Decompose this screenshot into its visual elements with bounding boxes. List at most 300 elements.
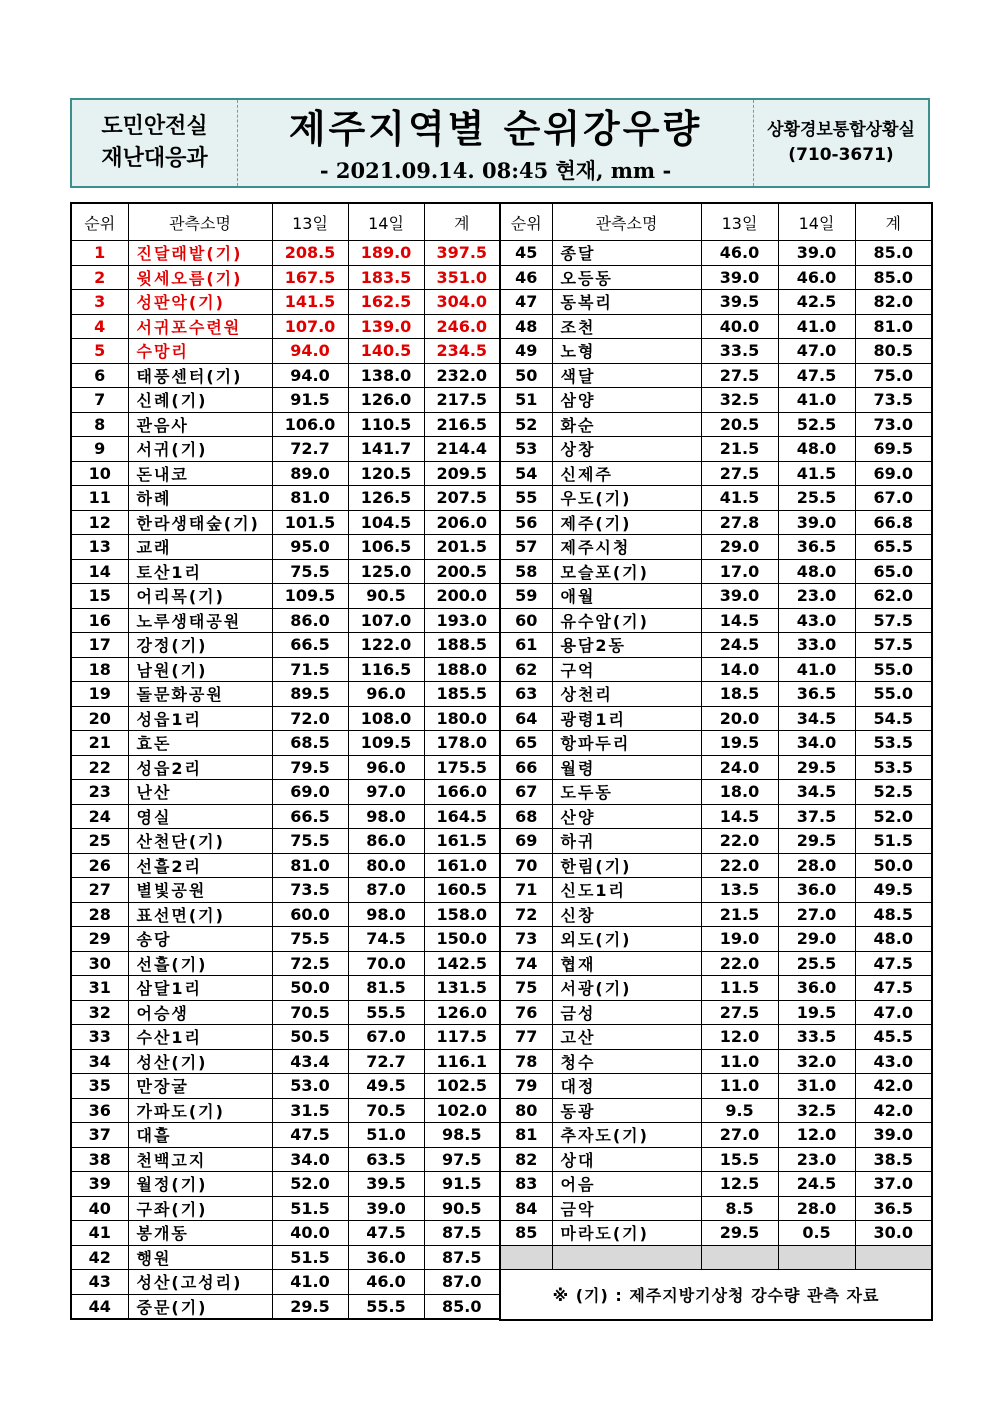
table-row	[71, 510, 500, 535]
total-cell: 185.5	[424, 682, 500, 707]
rank-cell: 41	[71, 1221, 128, 1246]
day13-cell: 69.0	[272, 780, 348, 805]
table-row	[500, 780, 932, 805]
station-cell: 하례	[128, 486, 272, 511]
day13-cell: 66.5	[272, 804, 348, 829]
table-row	[71, 1123, 500, 1148]
table-row	[500, 1196, 932, 1221]
table-row	[71, 314, 500, 339]
rank-cell: 25	[71, 829, 128, 854]
day14-cell: 126.5	[348, 486, 424, 511]
day13-cell: 75.5	[272, 559, 348, 584]
day13-cell: 94.0	[272, 339, 348, 364]
total-cell: 87.5	[424, 1221, 500, 1246]
rank-cell: 28	[71, 902, 128, 927]
rank-cell: 11	[71, 486, 128, 511]
rank-cell: 67	[500, 780, 552, 805]
table-row	[71, 1196, 500, 1221]
total-cell: 188.5	[424, 633, 500, 658]
total-cell: 85.0	[424, 1294, 500, 1319]
day14-cell: 106.5	[348, 535, 424, 560]
station-cell: 만장굴	[128, 1074, 272, 1099]
table-row	[71, 265, 500, 290]
day14-cell: 47.0	[778, 339, 855, 364]
station-cell: 난산	[128, 780, 272, 805]
day13-cell: 72.7	[272, 437, 348, 462]
station-cell: 송당	[128, 927, 272, 952]
table-row	[500, 731, 932, 756]
total-cell: 30.0	[855, 1221, 932, 1246]
day14-cell: 23.0	[778, 584, 855, 609]
total-cell: 55.0	[855, 682, 932, 707]
rank-cell: 20	[71, 706, 128, 731]
day13-cell: 13.5	[701, 878, 778, 903]
day13-cell: 167.5	[272, 265, 348, 290]
total-cell: 82.0	[855, 290, 932, 315]
table-row	[500, 1098, 932, 1123]
rank-cell: 22	[71, 755, 128, 780]
total-cell: 209.5	[424, 461, 500, 486]
table-row	[500, 1074, 932, 1099]
rank-cell: 34	[71, 1049, 128, 1074]
day14-cell: 41.0	[778, 388, 855, 413]
table-row	[71, 804, 500, 829]
day14-cell: 41.0	[778, 657, 855, 682]
day14-cell: 70.5	[348, 1098, 424, 1123]
total-cell: 90.5	[424, 1196, 500, 1221]
rank-cell: 4	[71, 314, 128, 339]
rank-cell: 71	[500, 878, 552, 903]
rank-cell: 16	[71, 608, 128, 633]
rank-cell: 51	[500, 388, 552, 413]
station-cell: 영실	[128, 804, 272, 829]
day14-cell: 47.5	[348, 1221, 424, 1246]
day14-cell: 97.0	[348, 780, 424, 805]
day14-cell: 140.5	[348, 339, 424, 364]
day14-cell: 36.0	[778, 976, 855, 1001]
station-cell: 토산1리	[128, 559, 272, 584]
total-cell: 193.0	[424, 608, 500, 633]
day13-cell: 21.5	[701, 902, 778, 927]
day14-cell: 39.0	[778, 510, 855, 535]
day14-cell: 34.5	[778, 780, 855, 805]
rank-cell: 18	[71, 657, 128, 682]
office-box	[754, 100, 928, 186]
table-row	[71, 388, 500, 413]
station-cell: 수망리	[128, 339, 272, 364]
col-day14: 14일	[778, 203, 855, 241]
table-row	[71, 1172, 500, 1197]
day14-cell: 110.5	[348, 412, 424, 437]
total-cell: 158.0	[424, 902, 500, 927]
rank-cell: 3	[71, 290, 128, 315]
station-cell: 선흘2리	[128, 853, 272, 878]
day13-cell: 208.5	[272, 241, 348, 266]
table-row	[500, 559, 932, 584]
rank-cell: 6	[71, 363, 128, 388]
day14-cell: 126.0	[348, 388, 424, 413]
station-cell: 서귀(기)	[128, 437, 272, 462]
day14-cell: 125.0	[348, 559, 424, 584]
col-day13: 13일	[701, 203, 778, 241]
day14-cell: 162.5	[348, 290, 424, 315]
day13-cell: 73.5	[272, 878, 348, 903]
day13-cell: 20.5	[701, 412, 778, 437]
col-station: 관측소명	[552, 203, 701, 241]
station-cell: 대정	[552, 1074, 701, 1099]
total-cell: 234.5	[424, 339, 500, 364]
table-body-right	[500, 241, 932, 1321]
station-cell: 조천	[552, 314, 701, 339]
day14-cell: 33.0	[778, 633, 855, 658]
day14-cell: 108.0	[348, 706, 424, 731]
table-row	[500, 706, 932, 731]
station-cell: 화순	[552, 412, 701, 437]
rank-cell: 49	[500, 339, 552, 364]
day14-cell: 189.0	[348, 241, 424, 266]
total-cell: 180.0	[424, 706, 500, 731]
station-cell: 서광(기)	[552, 976, 701, 1001]
day14-cell: 139.0	[348, 314, 424, 339]
rank-cell: 63	[500, 682, 552, 707]
day14-cell: 98.0	[348, 902, 424, 927]
table-row	[500, 461, 932, 486]
rank-cell: 35	[71, 1074, 128, 1099]
day13-cell: 53.0	[272, 1074, 348, 1099]
total-cell: 75.0	[855, 363, 932, 388]
day13-cell: 27.5	[701, 1000, 778, 1025]
total-cell: 69.5	[855, 437, 932, 462]
day13-cell: 75.5	[272, 927, 348, 952]
total-cell: 38.5	[855, 1147, 932, 1172]
rank-cell: 73	[500, 927, 552, 952]
day14-cell: 28.0	[778, 853, 855, 878]
day14-cell: 39.0	[778, 241, 855, 266]
rank-cell: 56	[500, 510, 552, 535]
col-day13: 13일	[272, 203, 348, 241]
table-row	[71, 1221, 500, 1246]
total-cell: 351.0	[424, 265, 500, 290]
table-row	[500, 388, 932, 413]
day14-cell: 96.0	[348, 755, 424, 780]
blank-cell	[701, 1245, 778, 1270]
station-cell: 어리목(기)	[128, 584, 272, 609]
table-row	[500, 927, 932, 952]
day14-cell: 34.0	[778, 731, 855, 756]
day13-cell: 27.5	[701, 461, 778, 486]
total-cell: 62.0	[855, 584, 932, 609]
table-row	[500, 339, 932, 364]
table-row	[71, 1270, 500, 1295]
table-row	[71, 363, 500, 388]
col-total: 계	[424, 203, 500, 241]
day13-cell: 29.5	[272, 1294, 348, 1319]
rank-cell: 44	[71, 1294, 128, 1319]
day13-cell: 27.0	[701, 1123, 778, 1148]
day14-cell: 138.0	[348, 363, 424, 388]
table-row	[71, 584, 500, 609]
station-cell: 구억	[552, 657, 701, 682]
day13-cell: 27.5	[701, 363, 778, 388]
day14-cell: 87.0	[348, 878, 424, 903]
table-row	[71, 535, 500, 560]
total-cell: 178.0	[424, 731, 500, 756]
table-row	[71, 780, 500, 805]
station-cell: 상창	[552, 437, 701, 462]
total-cell: 67.0	[855, 486, 932, 511]
total-cell: 65.5	[855, 535, 932, 560]
total-cell: 97.5	[424, 1147, 500, 1172]
rank-cell: 31	[71, 976, 128, 1001]
total-cell: 65.0	[855, 559, 932, 584]
station-cell: 별빛공원	[128, 878, 272, 903]
table-row	[500, 902, 932, 927]
rank-cell: 55	[500, 486, 552, 511]
day14-cell: 96.0	[348, 682, 424, 707]
table-row	[500, 804, 932, 829]
rank-cell: 43	[71, 1270, 128, 1295]
table-row	[71, 755, 500, 780]
station-cell: 성산(기)	[128, 1049, 272, 1074]
total-cell: 36.5	[855, 1196, 932, 1221]
rank-cell: 77	[500, 1025, 552, 1050]
day13-cell: 95.0	[272, 535, 348, 560]
rank-cell: 75	[500, 976, 552, 1001]
day13-cell: 70.5	[272, 1000, 348, 1025]
station-cell: 제주시청	[552, 535, 701, 560]
station-cell: 청수	[552, 1049, 701, 1074]
table-row	[500, 755, 932, 780]
total-cell: 117.5	[424, 1025, 500, 1050]
day14-cell: 46.0	[778, 265, 855, 290]
station-cell: 삼달1리	[128, 976, 272, 1001]
total-cell: 166.0	[424, 780, 500, 805]
rank-cell: 68	[500, 804, 552, 829]
office-phone: (710-3671)	[788, 145, 894, 165]
table-row	[71, 486, 500, 511]
day13-cell: 41.5	[701, 486, 778, 511]
station-cell: 금성	[552, 1000, 701, 1025]
total-cell: 217.5	[424, 388, 500, 413]
day14-cell: 183.5	[348, 265, 424, 290]
day14-cell: 48.0	[778, 559, 855, 584]
total-cell: 216.5	[424, 412, 500, 437]
total-cell: 150.0	[424, 927, 500, 952]
station-cell: 월령	[552, 755, 701, 780]
total-cell: 91.5	[424, 1172, 500, 1197]
table-row	[500, 657, 932, 682]
station-cell: 상대	[552, 1147, 701, 1172]
day14-cell: 107.0	[348, 608, 424, 633]
total-cell: 142.5	[424, 951, 500, 976]
total-cell: 52.0	[855, 804, 932, 829]
station-cell: 하귀	[552, 829, 701, 854]
department-line-2: 재난대응과	[101, 146, 208, 171]
station-cell: 금악	[552, 1196, 701, 1221]
table-row	[71, 682, 500, 707]
total-cell: 200.5	[424, 559, 500, 584]
day13-cell: 51.5	[272, 1245, 348, 1270]
table-row	[500, 412, 932, 437]
title-box	[238, 100, 754, 186]
station-cell: 성읍2리	[128, 755, 272, 780]
station-cell: 신제주	[552, 461, 701, 486]
footnote: ※ (기) : 제주지방기상청 강수량 관측 자료	[500, 1270, 932, 1321]
table-row	[71, 1147, 500, 1172]
day13-cell: 91.5	[272, 388, 348, 413]
rank-cell: 85	[500, 1221, 552, 1246]
day13-cell: 8.5	[701, 1196, 778, 1221]
day13-cell: 50.0	[272, 976, 348, 1001]
day14-cell: 29.0	[778, 927, 855, 952]
rank-cell: 8	[71, 412, 128, 437]
table-row	[500, 1221, 932, 1246]
total-cell: 80.5	[855, 339, 932, 364]
station-cell: 삼양	[552, 388, 701, 413]
rank-cell: 38	[71, 1147, 128, 1172]
station-cell: 노루생태공원	[128, 608, 272, 633]
day13-cell: 107.0	[272, 314, 348, 339]
day14-cell: 90.5	[348, 584, 424, 609]
station-cell: 교래	[128, 535, 272, 560]
table-row	[71, 290, 500, 315]
total-cell: 85.0	[855, 265, 932, 290]
table-row	[71, 1074, 500, 1099]
day14-cell: 55.5	[348, 1294, 424, 1319]
day14-cell: 27.0	[778, 902, 855, 927]
day13-cell: 79.5	[272, 755, 348, 780]
station-cell: 색달	[552, 363, 701, 388]
blank-cell	[500, 1245, 552, 1270]
day13-cell: 81.0	[272, 853, 348, 878]
day14-cell: 32.5	[778, 1098, 855, 1123]
day14-cell: 29.5	[778, 829, 855, 854]
department-line-1: 도민안전실	[101, 114, 208, 140]
station-cell: 동복리	[552, 290, 701, 315]
table-row	[500, 241, 932, 266]
day13-cell: 81.0	[272, 486, 348, 511]
table-row	[500, 951, 932, 976]
day14-cell: 29.5	[778, 755, 855, 780]
table-row	[500, 535, 932, 560]
table-header-row	[71, 203, 500, 241]
table-row	[71, 902, 500, 927]
table-row	[500, 265, 932, 290]
table-row	[500, 878, 932, 903]
total-cell: 161.0	[424, 853, 500, 878]
day13-cell: 11.5	[701, 976, 778, 1001]
station-cell: 행원	[128, 1245, 272, 1270]
total-cell: 206.0	[424, 510, 500, 535]
total-cell: 51.5	[855, 829, 932, 854]
day14-cell: 36.0	[348, 1245, 424, 1270]
day14-cell: 104.5	[348, 510, 424, 535]
rank-cell: 53	[500, 437, 552, 462]
day14-cell: 0.5	[778, 1221, 855, 1246]
station-cell: 협재	[552, 951, 701, 976]
total-cell: 66.8	[855, 510, 932, 535]
total-cell: 43.0	[855, 1049, 932, 1074]
day14-cell: 43.0	[778, 608, 855, 633]
station-cell: 신례(기)	[128, 388, 272, 413]
day14-cell: 51.0	[348, 1123, 424, 1148]
rank-cell: 79	[500, 1074, 552, 1099]
day13-cell: 52.0	[272, 1172, 348, 1197]
table-row	[71, 241, 500, 266]
table-row	[500, 1123, 932, 1148]
station-cell: 성읍1리	[128, 706, 272, 731]
total-cell: 102.0	[424, 1098, 500, 1123]
table-row	[71, 437, 500, 462]
rank-cell: 5	[71, 339, 128, 364]
total-cell: 42.0	[855, 1074, 932, 1099]
day14-cell: 41.5	[778, 461, 855, 486]
day13-cell: 14.5	[701, 608, 778, 633]
rank-cell: 13	[71, 535, 128, 560]
table-row	[500, 1172, 932, 1197]
total-cell: 73.5	[855, 388, 932, 413]
day14-cell: 98.0	[348, 804, 424, 829]
day13-cell: 22.0	[701, 853, 778, 878]
day14-cell: 12.0	[778, 1123, 855, 1148]
day14-cell: 116.5	[348, 657, 424, 682]
total-cell: 69.0	[855, 461, 932, 486]
station-cell: 중문(기)	[128, 1294, 272, 1319]
rank-cell: 65	[500, 731, 552, 756]
station-cell: 도두동	[552, 780, 701, 805]
station-cell: 서귀포수련원	[128, 314, 272, 339]
rank-cell: 29	[71, 927, 128, 952]
table-row	[500, 1049, 932, 1074]
total-cell: 188.0	[424, 657, 500, 682]
station-cell: 신창	[552, 902, 701, 927]
day13-cell: 39.0	[701, 584, 778, 609]
total-cell: 55.0	[855, 657, 932, 682]
day13-cell: 34.0	[272, 1147, 348, 1172]
day13-cell: 27.8	[701, 510, 778, 535]
day13-cell: 41.0	[272, 1270, 348, 1295]
station-cell: 용담2동	[552, 633, 701, 658]
day14-cell: 47.5	[778, 363, 855, 388]
station-cell: 윗세오름(기)	[128, 265, 272, 290]
table-row	[500, 314, 932, 339]
day13-cell: 89.5	[272, 682, 348, 707]
total-cell: 50.0	[855, 853, 932, 878]
day13-cell: 33.5	[701, 339, 778, 364]
department-box	[72, 100, 238, 186]
rank-cell: 26	[71, 853, 128, 878]
total-cell: 81.0	[855, 314, 932, 339]
station-cell: 어음	[552, 1172, 701, 1197]
rank-cell: 33	[71, 1025, 128, 1050]
rank-cell: 24	[71, 804, 128, 829]
total-cell: 73.0	[855, 412, 932, 437]
rainfall-table-left	[70, 202, 501, 1320]
total-cell: 47.0	[855, 1000, 932, 1025]
station-cell: 산양	[552, 804, 701, 829]
report-header	[70, 98, 930, 188]
station-cell: 태풍센터(기)	[128, 363, 272, 388]
rank-cell: 64	[500, 706, 552, 731]
table-row	[500, 682, 932, 707]
station-cell: 효돈	[128, 731, 272, 756]
day13-cell: 51.5	[272, 1196, 348, 1221]
table-row	[500, 584, 932, 609]
total-cell: 48.0	[855, 927, 932, 952]
table-row	[71, 1245, 500, 1270]
rank-cell: 62	[500, 657, 552, 682]
rank-cell: 70	[500, 853, 552, 878]
